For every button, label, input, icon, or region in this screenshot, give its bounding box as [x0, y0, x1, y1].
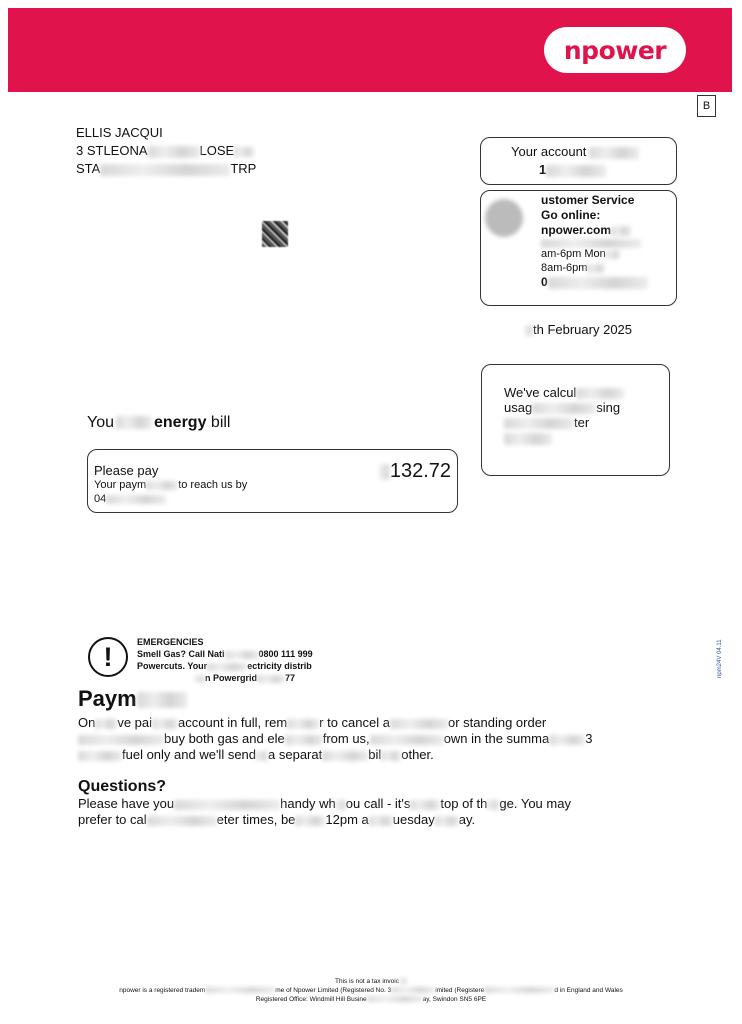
barcode-image: [262, 221, 288, 247]
calc-line-1: We've calcul: [504, 385, 624, 400]
payments-heading: Paym: [78, 686, 187, 712]
emergencies-power-2: n Powergrid 77: [137, 672, 313, 684]
bill-heading: You energy bill: [87, 414, 231, 431]
phone-icon: [485, 199, 523, 237]
emergencies-block: [137, 636, 313, 684]
footer-line-3: Registered Office: Windmill Hill Busine ay, Swindon SN5 6PE: [255, 996, 487, 1003]
emergencies-power: Powercuts. Your ectricity distrib: [137, 661, 312, 671]
questions-heading: Questions?: [78, 778, 167, 795]
emergencies-title: EMERGENCIES: [137, 637, 204, 647]
calc-line-2: usag sing: [504, 400, 621, 415]
emergencies-gas: Smell Gas? Call Nati 0800 111 999: [137, 649, 313, 659]
calc-line-3: ter: [504, 415, 624, 430]
npower-logo: [544, 27, 686, 73]
calculation-panel: [481, 364, 670, 476]
customer-service-box: [480, 190, 677, 306]
please-pay-label: Please pay: [94, 463, 159, 478]
document-code: B: [697, 95, 716, 117]
recipient-address: [76, 124, 256, 178]
cs-website[interactable]: npower.com: [541, 223, 634, 238]
cs-title: ustomer Service: [541, 193, 635, 207]
address-line2: 3 STLEONA LOSE: [76, 142, 256, 160]
payments-body: On ve pai account in full, rem r to cancel a or standing order buy both gas and ele from us, own in the summa 3 fuel only and we'll send a separat bil other.: [78, 715, 593, 762]
cs-go-online: Go online:: [541, 208, 601, 222]
due-date: 04: [94, 492, 247, 506]
questions-body: Please have you handy wh ou call - it's top of th ge. You may prefer to cal eter times, be 12pm a uesday ay.: [78, 796, 571, 827]
account-label: Your account: [511, 144, 639, 159]
account-number-box: [480, 137, 677, 185]
address-line3: STA TRP: [76, 161, 257, 176]
payment-note: Your paym to reach us by: [94, 479, 248, 491]
payment-due-box: [87, 449, 458, 513]
cs-hours-2: 8am-6pm: [541, 261, 620, 275]
cs-hours-1: am-6pm Mon: [541, 247, 620, 261]
logo-text: npower: [563, 35, 667, 65]
amount-due: 132.72: [380, 460, 451, 483]
side-reference-code: npm24V 04.11: [717, 639, 723, 678]
exclamation-icon: !: [88, 637, 128, 677]
footer-line-2: npower is a registered tradem me of Npower Limited (Registered No. 3 imited (Registere d in England and Wales: [119, 987, 623, 994]
bill-date: th February 2025: [525, 322, 632, 337]
account-number: 1: [539, 162, 606, 177]
footer-line-1: This is not a tax invoic: [0, 978, 742, 985]
address-line1: ELLIS JACQUI: [76, 125, 163, 140]
cs-phone: 0: [541, 275, 648, 289]
